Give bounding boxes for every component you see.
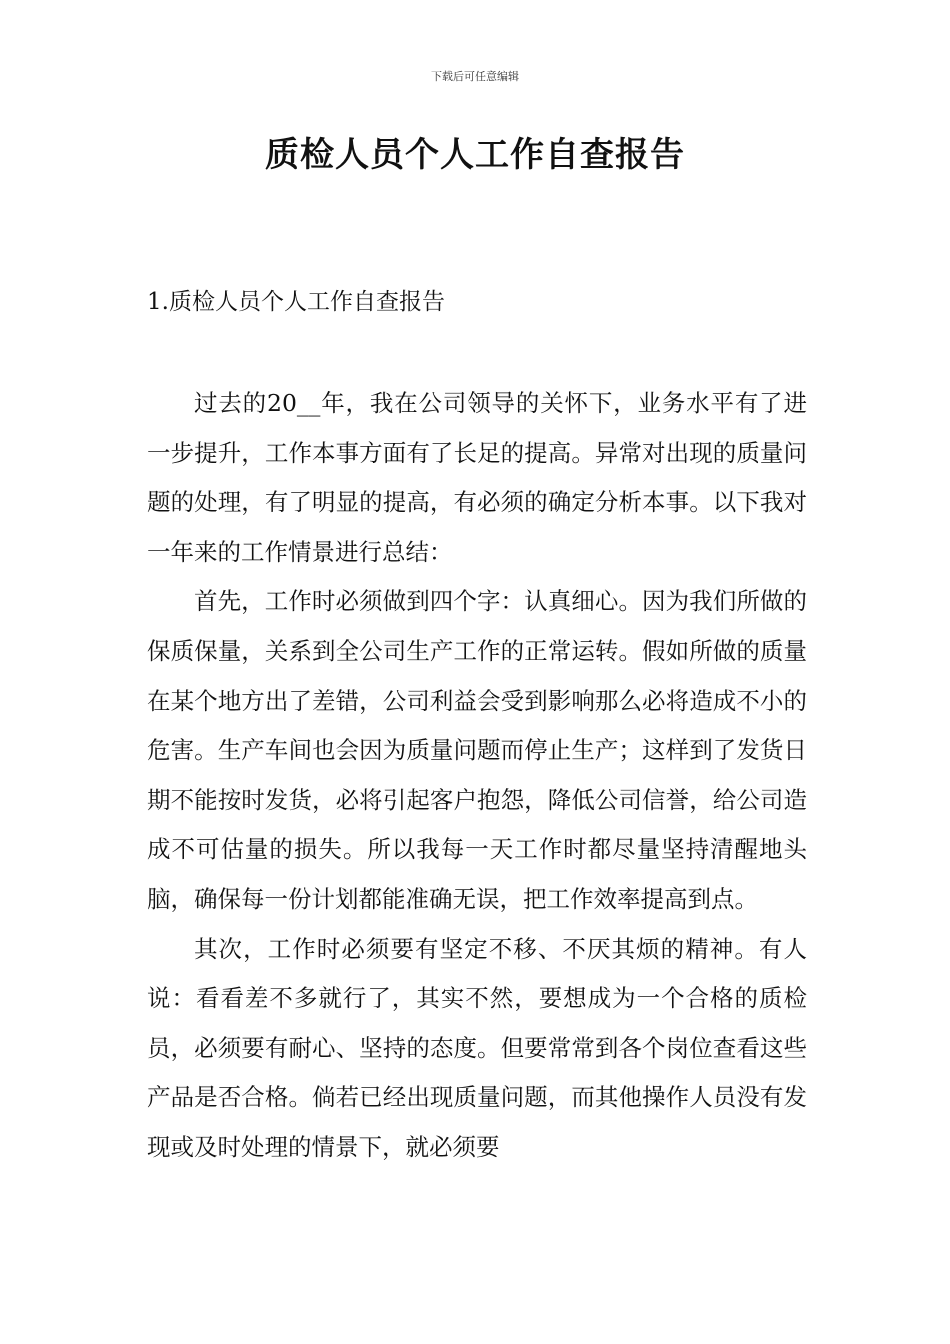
header-note: 下载后可任意编辑 [431, 70, 519, 83]
document-title: 质检人员个人工作自查报告 [265, 135, 685, 175]
paragraph-second-point: 其次，工作时必须要有坚定不移、不厌其烦的精神。有人说：看看差不多就行了，其实不然，要想成为一个合格的质检员，必须要有耐心、坚持的态度。但要常常到各个岗位查看这些产品是否合格。倘若已经出现质量问题，而其他操作人员没有发现或及时处理的情景下，就必须要 [147, 934, 807, 1161]
paragraph-intro: 过去的20__年，我在公司领导的关怀下，业务水平有了进一步提升，工作本事方面有了长足的提高。异常对出现的质量问题的处理，有了明显的提高，有必须的确定分析本事。以下我对一年来的工作情景进行总结： [147, 389, 807, 566]
body-text [147, 379, 807, 1173]
section-heading: 1.质检人员个人工作自查报告 [147, 289, 445, 315]
paragraph-first-point: 首先，工作时必须做到四个字：认真细心。因为我们所做的保质保量，关系到全公司生产工作的正常运转。假如所做的质量在某个地方出了差错，公司利益会受到影响那么必将造成不小的危害。生产车间也会因为质量问题而停止生产；这样到了发货日期不能按时发货，必将引起客户抱怨，降低公司信誉，给公司造成不可估量的损失。所以我每一天工作时都尽量坚持清醒地头脑，确保每一份计划都能准确无误，把工作效率提高到点。 [147, 587, 807, 913]
